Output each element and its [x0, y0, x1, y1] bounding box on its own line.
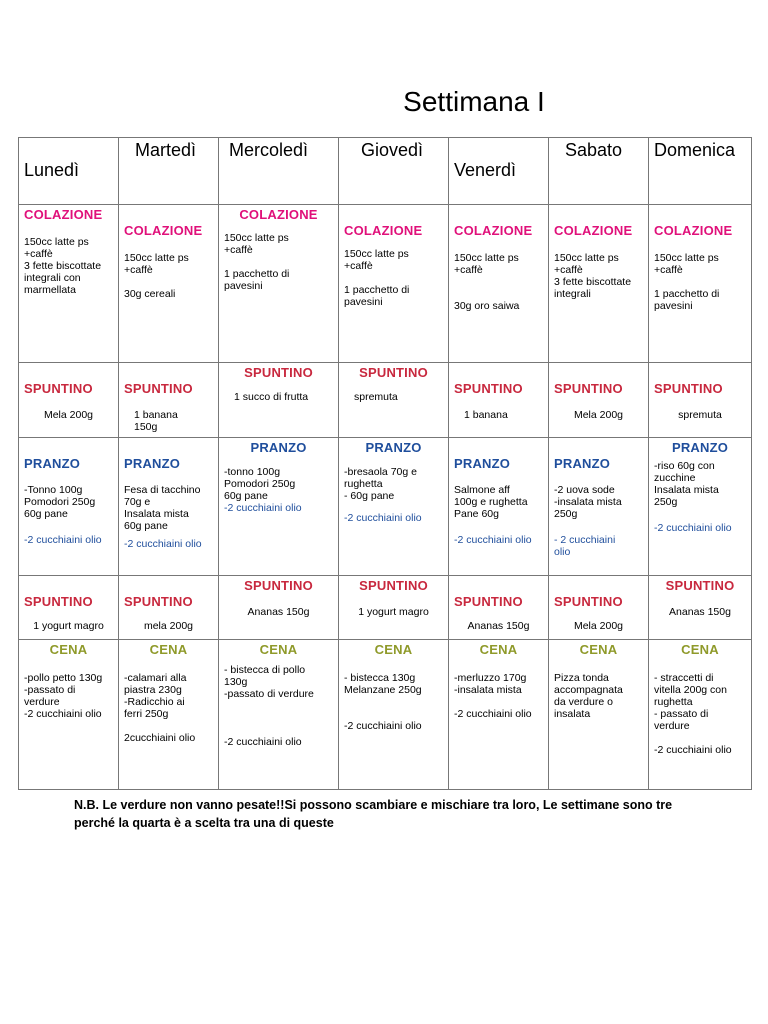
meal-cell [119, 205, 219, 363]
olio-text: - 2 cucchiaini olio [554, 534, 616, 558]
meal-cell [339, 205, 449, 363]
meal-text: 150cc latte ps +caffè 30g cereali [124, 252, 189, 300]
day-header: Sabato [549, 138, 649, 205]
meal-cell [19, 205, 119, 363]
spuntino-label: SPUNTINO [124, 594, 193, 609]
cena-label: CENA [579, 642, 618, 657]
meal-text: Ananas 150g [467, 620, 530, 632]
spuntino-label: SPUNTINO [665, 578, 735, 593]
meal-text: 150cc latte ps +caffè 3 fette biscottate integrali [554, 252, 632, 300]
olio-text: -2 cucchiaini olio [24, 534, 102, 546]
meal-cell [219, 438, 339, 576]
meal-cell [549, 438, 649, 576]
day-header: Domenica [649, 138, 752, 205]
day-header: Martedì [119, 138, 219, 205]
meal-text: -bresaola 70g e rughetta - 60g pane [344, 466, 417, 502]
meal-cell [339, 640, 449, 790]
meal-text: - bistecca di pollo 130g -passato di verdure -2 cucchiaini olio [224, 664, 314, 748]
meal-text: -merluzzo 170g -insalata mista -2 cucchiaini olio [454, 672, 532, 720]
footer-note: N.B. Le verdure non vanno pesate!!Si possono scambiare e mischiare tra loro, Le settimane sono tre perché la quarta è a scelta tra una di queste [74, 798, 673, 830]
meal-cell [219, 576, 339, 640]
meal-cell [119, 576, 219, 640]
meal-text: Ananas 150g [669, 606, 731, 618]
meal-text: Mela 200g [573, 620, 624, 632]
pranzo-label: PRANZO [24, 456, 81, 471]
spuntino-label: SPUNTINO [244, 578, 313, 593]
meal-text: 150cc latte ps +caffè 1 pacchetto di pavesini [344, 248, 410, 308]
olio-text: -2 cucchiaini olio [344, 512, 422, 524]
meal-text: 150cc latte ps +caffè 3 fette biscottate integrali con marmellata [24, 236, 102, 296]
meal-text: Pizza tonda accompagnata da verdure o insalata [554, 672, 623, 720]
meal-cell [649, 205, 752, 363]
meal-text: - bistecca 130g Melanzane 250g -2 cucchiaini olio [344, 672, 422, 732]
meal-cell [19, 576, 119, 640]
meal-text: 150cc latte ps +caffè 30g oro saiwa [454, 252, 520, 312]
meal-cell [549, 363, 649, 438]
spuntino-mattina-row [19, 363, 752, 438]
meal-text: -pollo petto 130g -passato di verdure -2 cucchiaini olio [24, 672, 103, 720]
meal-text: 1 yogurt magro [33, 620, 104, 632]
meal-cell [649, 576, 752, 640]
cena-label: CENA [49, 642, 88, 657]
meal-cell [219, 205, 339, 363]
meal-cell [649, 438, 752, 576]
meal-text: spremuta [678, 409, 722, 421]
meal-cell [549, 576, 649, 640]
meal-text: Salmone aff 100g e rughetta Pane 60g [454, 484, 528, 520]
day-header: Lunedì [19, 138, 119, 205]
meal-text: Mela 200g [573, 409, 624, 421]
colazione-label: COLAZIONE [454, 223, 533, 238]
day-header: Giovedì [339, 138, 449, 205]
meal-text: Mela 200g [43, 409, 94, 421]
meal-text: 1 yogurt magro [358, 606, 429, 618]
spuntino-label: SPUNTINO [244, 365, 313, 380]
meal-text: 150cc latte ps +caffè 1 pacchetto di pavesini [654, 252, 720, 312]
day-header: Venerdì [449, 138, 549, 205]
colazione-label: COLAZIONE [24, 207, 103, 222]
meal-cell [119, 438, 219, 576]
cena-label: CENA [479, 642, 518, 657]
meal-cell [549, 205, 649, 363]
colazione-row [19, 205, 752, 363]
meal-text: -tonno 100g Pomodori 250g 60g pane [224, 466, 296, 502]
meal-cell [219, 363, 339, 438]
spuntino-label: SPUNTINO [554, 594, 623, 609]
meal-text: Fesa di tacchino 70g e Insalata mista 60g pane [124, 484, 201, 532]
meal-cell [649, 363, 752, 438]
page-title: Settimana I [403, 86, 545, 117]
day-header: Mercoledì [219, 138, 339, 205]
cena-row [19, 640, 752, 790]
pranzo-label: PRANZO [671, 440, 729, 455]
meal-cell [549, 640, 649, 790]
spuntino-pomeriggio-row [19, 576, 752, 640]
spuntino-label: SPUNTINO [124, 381, 193, 396]
cena-label: CENA [149, 642, 188, 657]
colazione-label: COLAZIONE [124, 223, 203, 238]
meal-cell [19, 363, 119, 438]
spuntino-label: SPUNTINO [24, 594, 93, 609]
pranzo-label: PRANZO [124, 456, 181, 471]
spuntino-label: SPUNTINO [654, 381, 723, 396]
cena-label: CENA [374, 642, 413, 657]
meal-cell [449, 576, 549, 640]
header-row [19, 138, 752, 205]
meal-text: 150cc latte ps +caffè 1 pacchetto di pavesini [224, 232, 290, 292]
meal-cell [339, 363, 449, 438]
meal-cell [449, 205, 549, 363]
meal-cell [449, 363, 549, 438]
meal-cell [119, 363, 219, 438]
meal-cell [339, 576, 449, 640]
meal-plan-table [18, 137, 752, 790]
colazione-label: COLAZIONE [239, 207, 318, 222]
cena-label: CENA [259, 642, 298, 657]
pranzo-label: PRANZO [250, 440, 307, 455]
meal-cell [339, 438, 449, 576]
olio-text: -2 cucchiaini olio [124, 538, 202, 550]
meal-text: mela 200g [143, 620, 194, 632]
olio-text: -2 cucchiaini olio [654, 522, 732, 534]
meal-text: -Tonno 100g Pomodori 250g 60g pane [24, 484, 96, 520]
colazione-label: COLAZIONE [344, 223, 423, 238]
colazione-label: COLAZIONE [554, 223, 633, 238]
olio-text: -2 cucchiaini olio [224, 502, 302, 514]
meal-text: 1 banana 150g [134, 409, 178, 433]
meal-cell [449, 438, 549, 576]
pranzo-row [19, 438, 752, 576]
meal-cell [19, 640, 119, 790]
meal-cell [219, 640, 339, 790]
cena-label: CENA [681, 642, 719, 657]
olio-text: -2 cucchiaini olio [454, 534, 532, 546]
spuntino-label: SPUNTINO [24, 381, 93, 396]
meal-text: -riso 60g con zucchine Insalata mista 250g [654, 460, 719, 508]
meal-text: 1 succo di frutta [234, 391, 309, 403]
meal-text: - straccetti di vitella 200g con rughetta - passato di verdure -2 cucchiaini olio [654, 672, 732, 756]
meal-cell [19, 438, 119, 576]
pranzo-label: PRANZO [554, 456, 611, 471]
meal-text: Ananas 150g [247, 606, 310, 618]
pranzo-label: PRANZO [454, 456, 511, 471]
spuntino-label: SPUNTINO [359, 365, 428, 380]
meal-text: spremuta [354, 391, 398, 403]
spuntino-label: SPUNTINO [454, 381, 523, 396]
meal-text: 1 banana [464, 409, 508, 421]
pranzo-label: PRANZO [365, 440, 422, 455]
spuntino-label: SPUNTINO [554, 381, 623, 396]
meal-text: -calamari alla piastra 230g -Radicchio ai ferri 250g 2cucchiaini olio [124, 672, 196, 744]
spuntino-label: SPUNTINO [454, 594, 523, 609]
meal-cell [649, 640, 752, 790]
colazione-label: COLAZIONE [654, 223, 733, 238]
meal-cell [119, 640, 219, 790]
meal-text: -2 uova sode -insalata mista 250g [554, 484, 622, 520]
meal-cell [449, 640, 549, 790]
spuntino-label: SPUNTINO [359, 578, 428, 593]
